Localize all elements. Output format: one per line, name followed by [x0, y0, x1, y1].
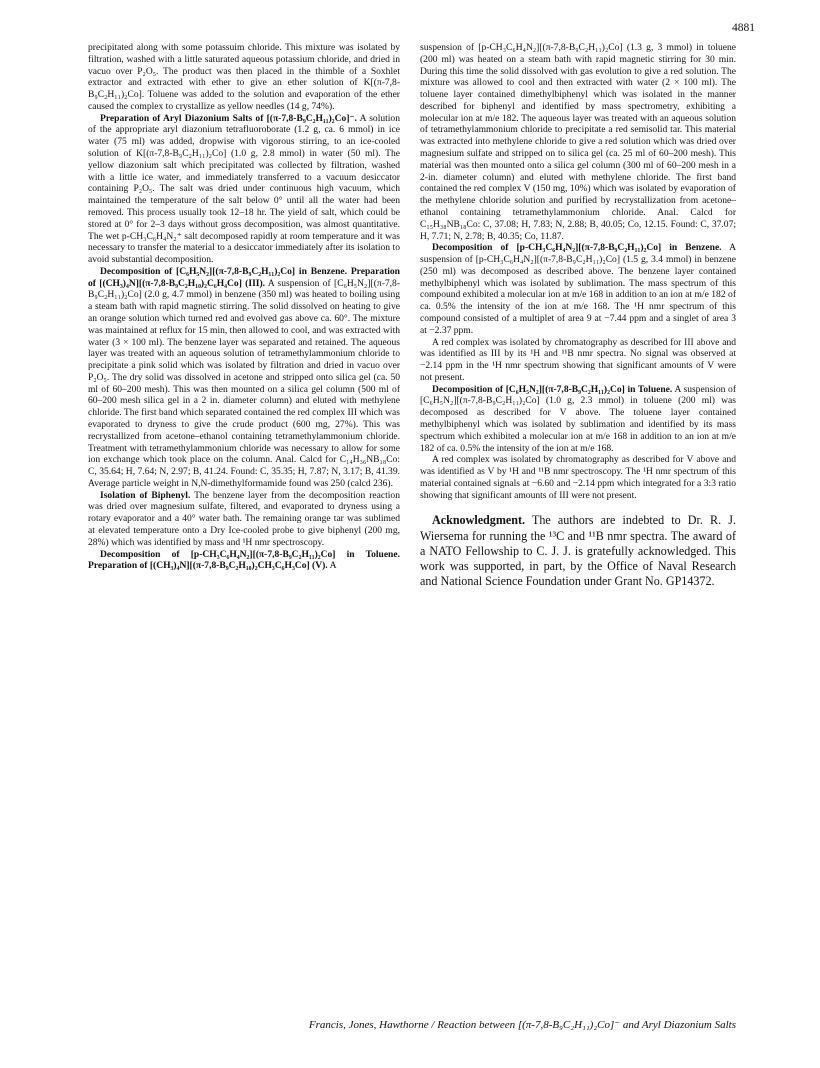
paragraph: A red complex was isolated by chromatography as described for III above and was identified as III by its ¹H and ¹¹B nmr spectra. No signal was observed at −2.14 ppm in the ¹H nmr spectrum showing that significant amounts of V were not present.: [420, 336, 736, 383]
paragraph-heading: Decomposition of [p-CH₃C₆H₄N₂][(π-7,8-B₉C₂H₁₁)₂Co] in Toluene. Preparation of [(CH₃)₄N][(π-7,8-B₉C₂H₁₀)₂CH₃C₆H₃Co] (V).: [88, 548, 400, 572]
acknowledgment: Acknowledgment. The authors are indebted to Dr. R. J. Wiersema for running the ¹³C and ¹¹B nmr spectra. The award of a NATO Fellowship to C. J. J. is gratefully acknowledged. This work was supported, in part, by the Office of Naval Research and National Science Foundation under Grant No. GP14372.: [420, 513, 736, 589]
paragraph: Decomposition of [C₆H₅N₂][(π-7,8-B₉C₂H₁₁)₂Co] in Toluene. A suspension of [C₆H₅N₂][(π-7,8-B₉C₂H₁₁)₂Co] (1.0 g, 2.3 mmol) in toluene (200 ml) was decomposed as described for V above. The toluene layer contained methylbiphenyl which was isolated by sublimation and identified by its mass spectrum which exhibited a molecular ion at m/e 168 in addition to an ion at m/e 182 of ca. 0.5% the intensity of the ion at m/e 168.: [420, 383, 736, 454]
paragraph-heading: Decomposition of [C₆H₅N₂][(π-7,8-B₉C₂H₁₁)₂Co] in Benzene. Preparation of [(CH₃)₄N][(π-7,8-B₉C₂H₁₀)₂C₆H₄Co] (III).: [88, 265, 400, 289]
paragraph: Isolation of Biphenyl. The benzene layer from the decomposition reaction was dried over magnesium sulfate, filtered, and evaporated to dryness using a rotary evaporator and a 40° water bath. The remaining orange tar was sublimed at elevated temperature onto a Dry Ice-cooled probe to give biphenyl (200 mg, 28%) which was identified by mass and ¹H nmr spectroscopy.: [88, 489, 400, 548]
acknowledgment-heading: Acknowledgment.: [432, 513, 526, 528]
page-number: 4881: [732, 22, 755, 34]
paragraph-heading: Decomposition of [C₆H₅N₂][(π-7,8-B₉C₂H₁₁)₂Co] in Toluene.: [432, 383, 673, 395]
paragraph-heading: Preparation of Aryl Diazonium Salts of [(π-7,8-B₉C₂H₁₁)₂Co]⁻.: [100, 112, 357, 124]
running-footer: Francis, Jones, Hawthorne / Reaction between [(π-7,8-B₉C₂H₁₁)₂Co]⁻ and Aryl Diazonium Salts: [308, 1019, 736, 1031]
paragraph: Decomposition of [p-CH₃C₆H₄N₂][(π-7,8-B₉C₂H₁₁)₂Co] in Toluene. Preparation of [(CH₃)₄N][(π-7,8-B₉C₂H₁₀)₂CH₃C₆H₃Co] (V). A: [88, 548, 400, 572]
paragraph: Decomposition of [p-CH₃C₆H₄N₂][(π-7,8-B₉C₂H₁₁)₂Co] in Benzene. A suspension of [p-CH₃C₆H₄N₂][(π-7,8-B₉C₂H₁₁)₂Co] (1.5 g, 3.4 mmol) in benzene (250 ml) was decomposed as described above. The benzene layer contained methylbiphenyl which was isolated by sublimation. The mass spectrum of this compound exhibited a molecular ion at m/e 168 in addition to an ion at m/e 182 of ca. 0.5% the intensity of the ion at m/e 168. The ¹H nmr spectrum of this compound consisted of a multiplet of area 9 at −7.44 ppm and a singlet of area 3 at −2.37 ppm.: [420, 242, 736, 336]
paragraph: suspension of [p-CH₃C₆H₄N₂][(π-7,8-B₉C₂H₁₁)₂Co] (1.3 g, 3 mmol) in toluene (200 ml) was heated on a steam bath with rapid magnetic stirring for 30 min. During this time the solid dissolved with gas evolution to give a red solution. The mixture was allowed to cool and then extracted with water (2 × 100 ml). The toluene layer contained dimethylbiphenyl which was isolated in the manner described for biphenyl and identified by mass spectrometry, exhibiting a molecular ion at m/e 182. The aqueous layer was treated with an aqueous solution of tetramethylammonium chloride to precipitate a red semisolid tar. This material was extracted into methylene chloride to give a red solution which was dried over magnesium sulfate and stripped on to silica gel (ca. 25 ml of 60–200 mesh). This material was then mounted onto a silica gel column (300 ml of 60–200 mesh in a 2-in. diameter column) and eluted with methylene chloride. The first band contained the red complex V (150 mg, 10%) which was isolated by evaporation of the methylene chloride solution and purified by recrystallization from acetone–ethanol containing tetramethylammonium chloride. Anal. Calcd for C₁₅H₃₈NB₁₈Co: C, 37.08; H, 7.83; N, 2.88; B, 40.05; Co, 12.15. Found: C, 37.07; H, 7.71; N, 2.78; B, 40.35; Co, 11.87.: [420, 42, 736, 242]
paragraph-heading: Decomposition of [p-CH₃C₆H₄N₂][(π-7,8-B₉C₂H₁₁)₂Co] in Benzene.: [432, 242, 722, 254]
paragraph: precipitated along with some potassuim chloride. This mixture was isolated by filtration, washed with a little saturated aqueous potassium chloride, and dried in vacuo over P₂O₅. The product was then placed in the thimble of a Soxhlet extractor and extracted with ether to give an ether solution of K[(π-7,8-B₉C₂H₁₁)₂Co]. Toluene was added to the solution and evaporation of the ether caused the complex to crystallize as yellow needles (14 g, 74%).: [88, 42, 400, 112]
paragraph: Decomposition of [C₆H₅N₂][(π-7,8-B₉C₂H₁₁)₂Co] in Benzene. Preparation of [(CH₃)₄N][(π-7,8-B₉C₂H₁₀)₂C₆H₄Co] (III). A suspension of [C₆H₅N₂][(π-7,8-B₉C₂H₁₁)₂Co] (2.0 g, 4.7 mmol) in benzene (350 ml) was heated to boiling using a steam bath with rapid magnetic stirring. The solid dissolved on heating to give an orange solution which turned red and evolved gas above ca. 60°. The mixture was maintained at reflux for 15 min, then allowed to cool, and was extracted with water (3 × 100 ml). The benzene layer was separated and retained. The aqueous layer was treated with an aqueous solution of tetramethylammonium chloride to precipitate a pink solid which was isolated by filtration and dried in vacuo over P₂O₅. The dry solid was dissolved in acetone and stripped onto silica gel (ca. 50 ml of 60–200 mesh). This was then mounted on a silica gel column (500 ml of 60–200 mesh silica gel in a 2 in. diameter column) and eluted with methylene chloride. The first band which separated contained the red complex III which was evaporated to dryness to give the crude product (600 mg, 27%). This was recrystallized from acetone–ethanol containing tetramethylammonium chloride. Treatment with tetramethylammonium chloride was necessary to allow for some ion exchange which took place on the column. Anal. Calcd for C₁₄H₃₆NB₁₈Co: C, 35.64; H, 7.64; N, 2.97; B, 41.24. Found: C, 35.35; H, 7.87; N, 3.17; B, 41.39. Average particle weight in N,N-dimethylformamide found was 250 (calcd 236).: [88, 265, 400, 489]
right-column: [420, 42, 736, 590]
paragraph: Preparation of Aryl Diazonium Salts of [(π-7,8-B₉C₂H₁₁)₂Co]⁻. A solution of the appropriate aryl diazonium tetrafluoroborate (1.2 g, ca. 6 mmol) in ice water (75 ml) was added, dropwise with vigorous stirring, to an ice-cooled solution of K[(π-7,8-B₉C₂H₁₁)₂Co] (1.0 g, 2.8 mmol) in water (50 ml). The yellow diazonium salt which precipitated was collected by filtration, washed with a little ice water, and immediately transferred to a vacuum desiccator containing P₂O₅. The salt was dried under continuous high vacuum, which maintained the temperature of the salt below 0° until all the water had been removed. This process usually took 12–18 hr. The yield of salt, which could be stored at 0° for 2–3 days without gross decomposition, was almost quantitative. The wet p-CH₃C₆H₄N₂⁺ salt decomposed rapidly at room temperature and it was necessary to transfer the material to a desiccator immediately after its isolation to avoid substantial decomposition.: [88, 112, 400, 266]
paragraph-heading: Isolation of Biphenyl.: [100, 489, 191, 501]
paragraph: A red complex was isolated by chromatography as described for V above and was identified as V by ¹H and ¹¹B nmr spectroscopy. The ¹H nmr spectrum of this material contained signals at −6.60 and −2.14 ppm which integrated for a 3:3 ratio showing that significant amounts of III were not present.: [420, 454, 736, 501]
left-column: [88, 42, 400, 572]
